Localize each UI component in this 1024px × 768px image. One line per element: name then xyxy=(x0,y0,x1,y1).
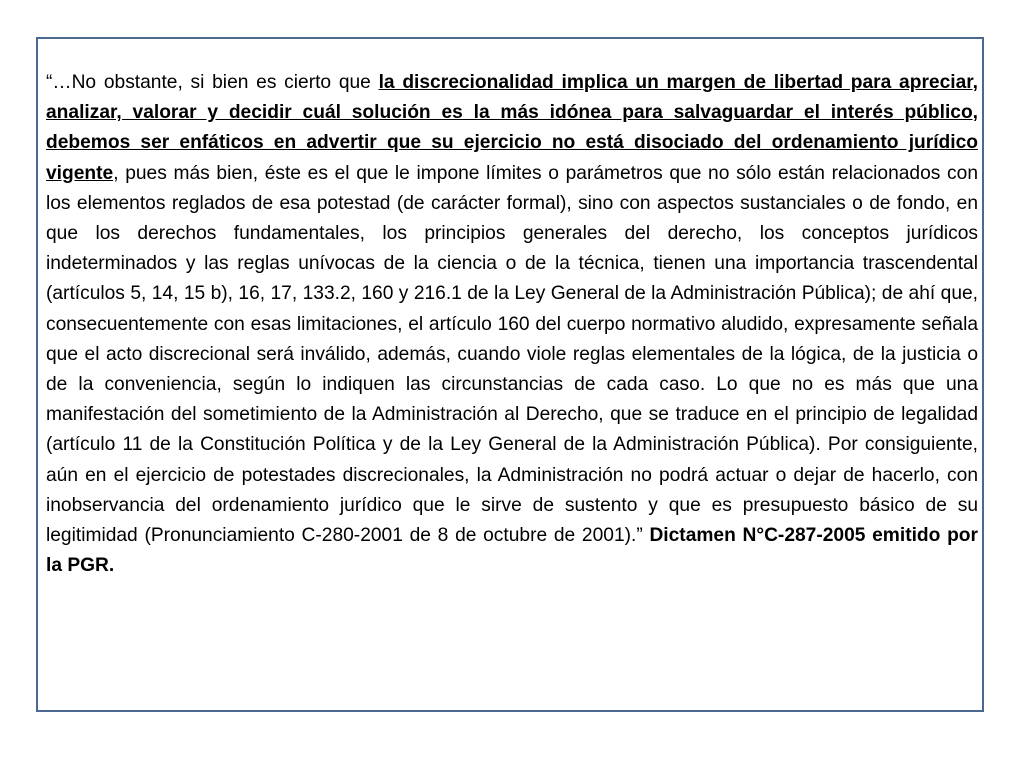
quote-opening: “…No obstante, si bien es cierto que xyxy=(46,72,379,93)
emphasized-statement: la discrecionalidad implica un margen de libertad para apreciar, analizar, valorar y decidir cuál solución es la más idónea para salvaguardar el interés público, debemos ser enfáticos en advertir que su ejercicio no está disociado del ordenamiento jurídico vigente xyxy=(46,72,978,184)
quote-body: , pues más bien, éste es el que le impone límites o parámetros que no sólo están relacionados con los elementos reglados de esa potestad (de carácter formal), sino con aspectos sustanciales o de fondo, en que los derechos fundamentales, los principios generales del derecho, los conceptos jurídicos indeterminados y las reglas unívocas de la ciencia o de la técnica, tienen una importancia trascendental (artículos 5, 14, 15 b), 16, 17, 133.2, 160 y 216.1 de la Ley General de la Administración Pública); de ahí que, consecuentemente con esas limitaciones, el artículo 160 del cuerpo normativo aludido, expresamente señala que el acto discrecional será inválido, además, cuando viole reglas elementales de la lógica, de la justicia o de la conveniencia, según lo indiquen las circunstancias de cada caso. Lo que no es más que una manifestación del sometimiento de la Administración al Derecho, que se traduce en el principio de legalidad (artículo 11 de la Constitución Política y de la Ley General de la Administración Pública). Por consiguiente, aún en el ejercicio de potestades discrecionales, la Administración no podrá actuar o dejar de hacerlo, con inobservancia del ordenamiento jurídico que le sirve de sustento y que es presupuesto básico de su legitimidad (Pronunciamiento C-280-2001 de 8 de octubre de 2001).” xyxy=(46,162,978,547)
citation: Dictamen N°C-287-2005 emitido por la PGR. xyxy=(46,525,978,577)
quote-paragraph xyxy=(46,68,978,581)
